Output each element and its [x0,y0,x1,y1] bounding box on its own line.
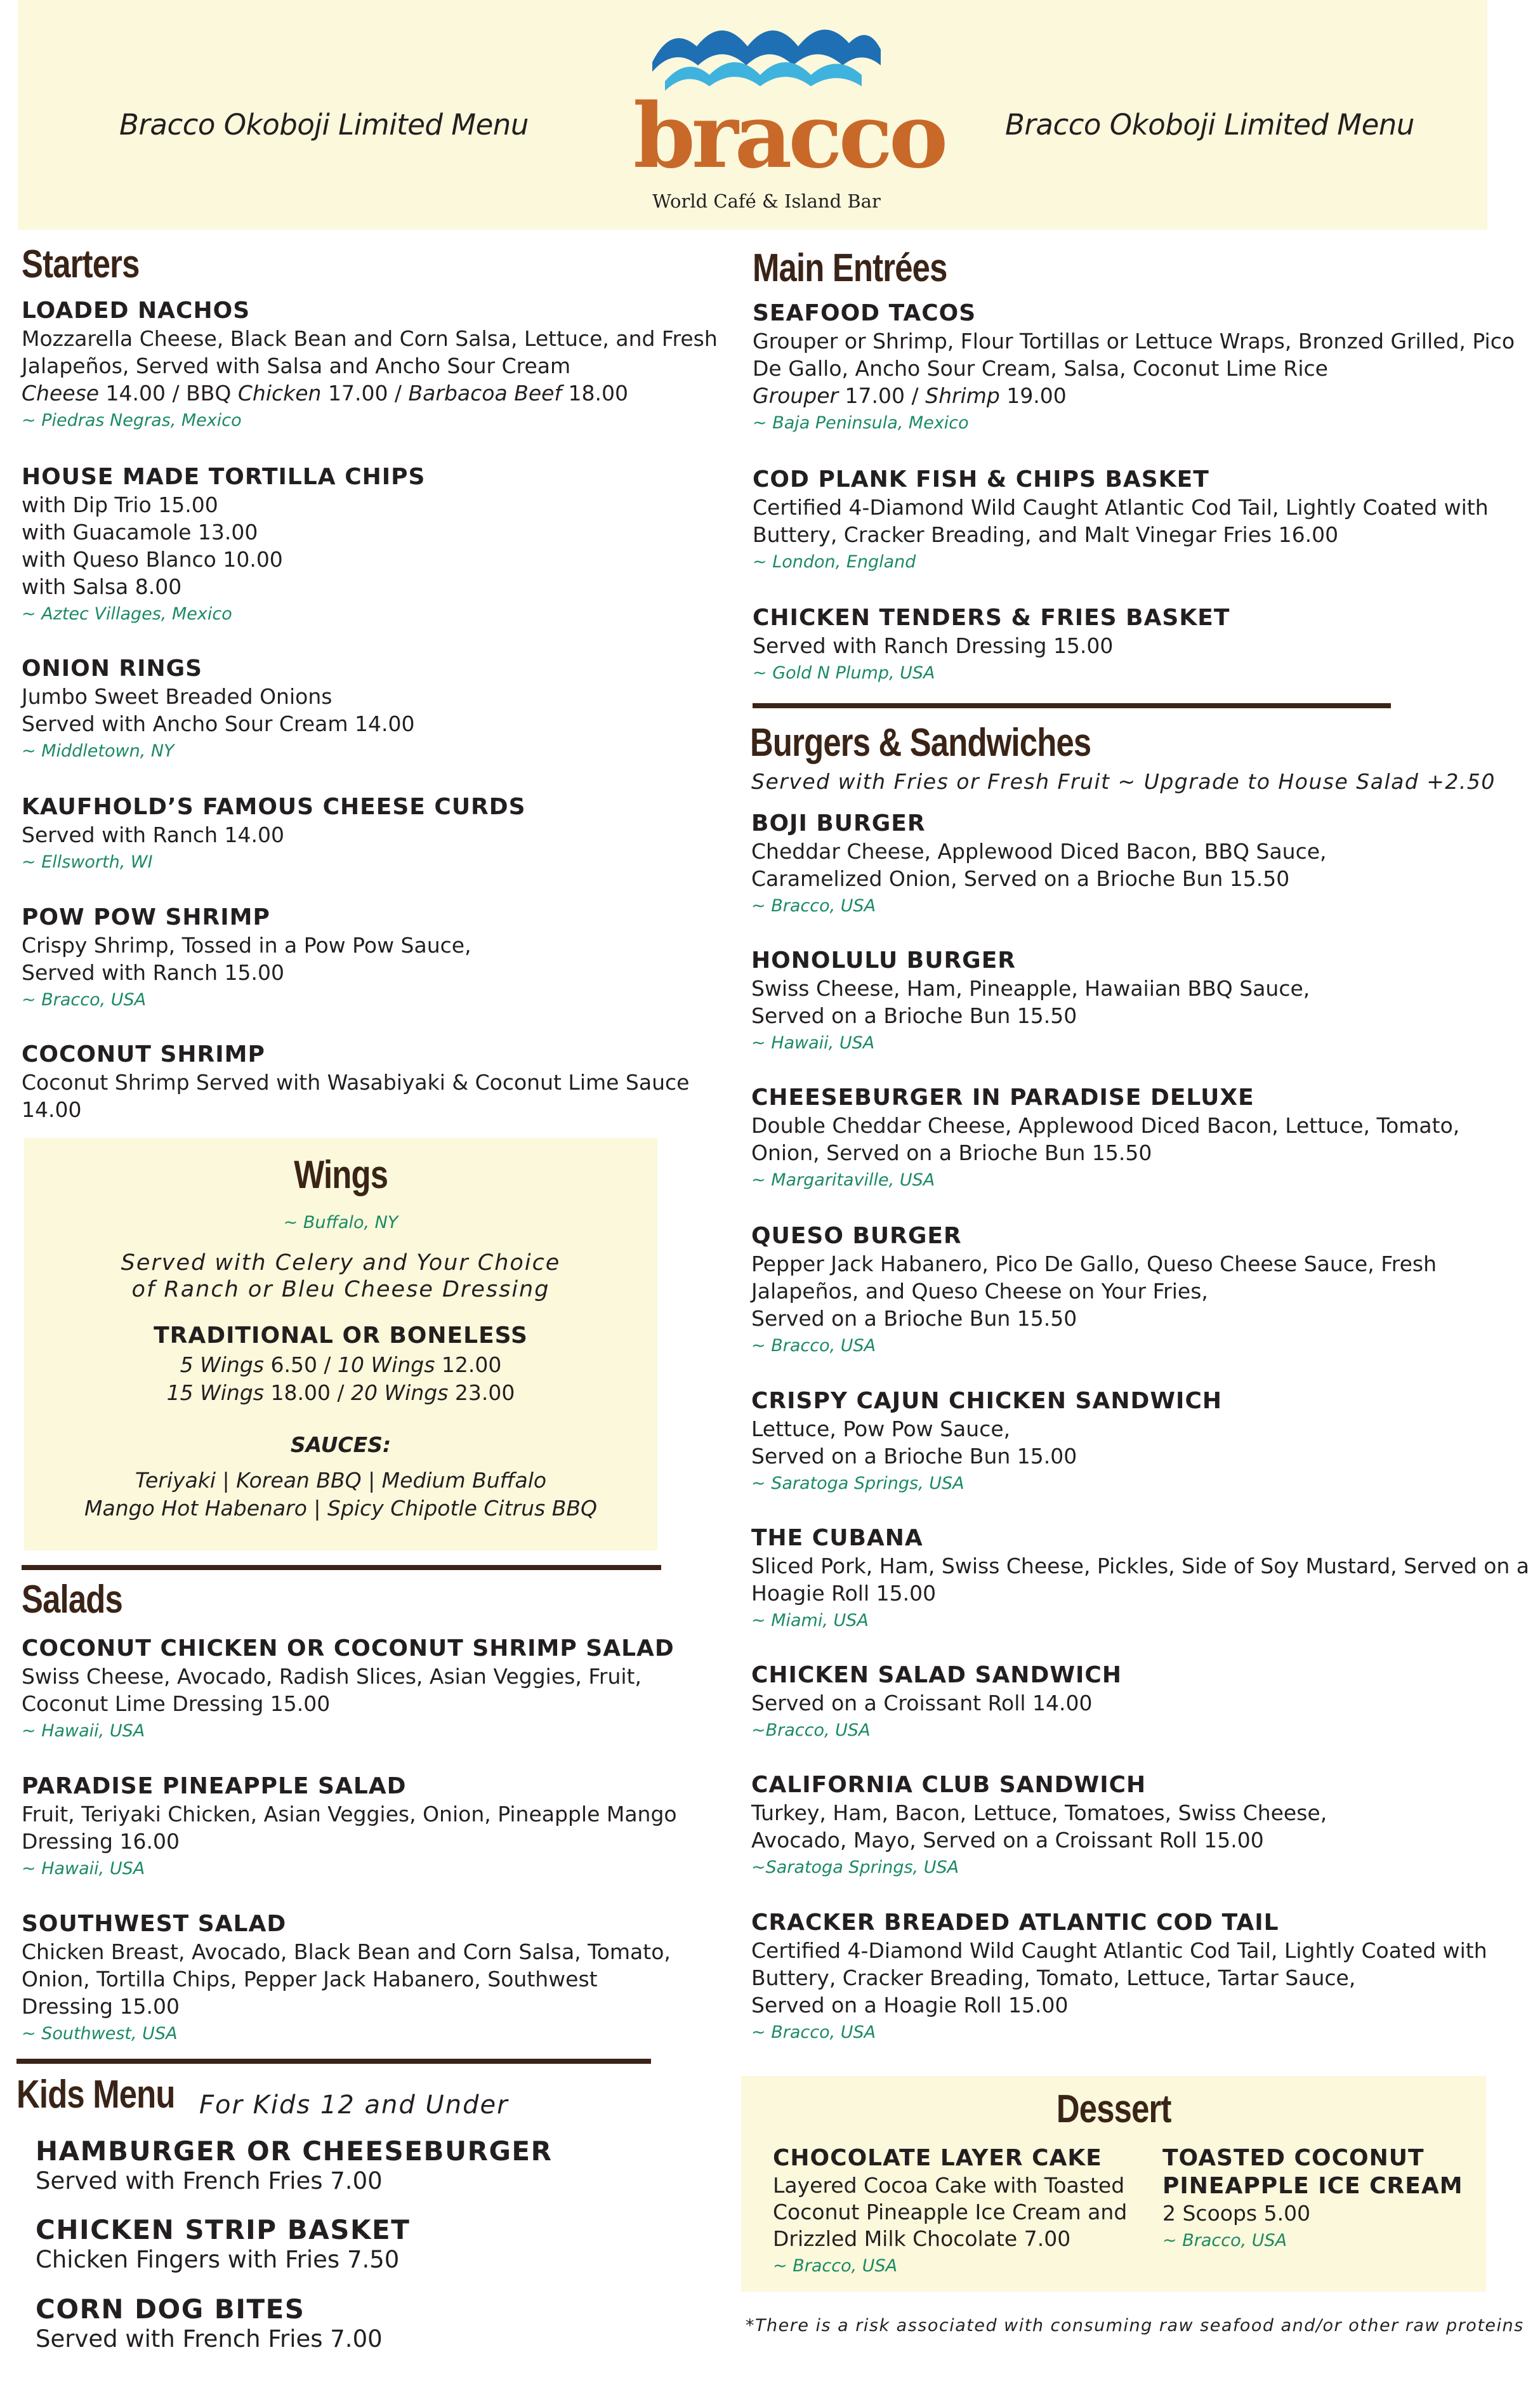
item-desc: Layered Cocoa Cake with Toasted [773,2173,1125,2198]
item-name: HOUSE MADE TORTILLA CHIPS [22,464,426,490]
bracco-logo [627,11,945,221]
item-desc: Cheddar Cheese, Applewood Diced Bacon, BBQ Sauce, [751,839,1327,864]
item-desc: Mozzarella Cheese, Black Bean and Corn Salsa, Lettuce, and Fresh [22,326,718,351]
item-name: CHOCOLATE LAYER CAKE [773,2145,1102,2171]
wings-title: Wings [294,1153,388,1197]
item-prices: Grouper 17.00 / Shrimp 19.00 [753,383,1067,408]
menu-item-cheese-curds [22,793,526,876]
wings-note: Served with Celery and Your Choice [121,1250,561,1276]
item-origin: ~ Bracco, USA [751,2023,876,2042]
menu-item-chocolate-cake [773,2144,1127,2280]
item-origin: ~ Middletown, NY [22,741,174,761]
raw-food-disclaimer: *There is a risk associated with consuming raw seafood and/or other raw proteins [746,2316,1524,2335]
item-desc: Served on a Hoagie Roll 15.00 [751,1993,1069,2017]
item-desc: Dressing 16.00 [22,1829,180,1854]
item-desc: Served on a Croissant Roll 14.00 [751,1691,1093,1715]
menu-item-cod-plank [753,466,1489,576]
item-origin: ~ Margaritaville, USA [751,1170,935,1190]
menu-item-cheeseburger-paradise [751,1084,1459,1194]
item-origin: ~ Bracco, USA [773,2256,898,2276]
header-right-title: Bracco Okoboji Limited Menu [1005,108,1414,142]
burgers-title: Burgers & Sandwiches [750,721,1091,765]
logo-tagline: World Café & Island Bar [652,190,881,212]
item-name: LOADED NACHOS [22,298,251,324]
item-name: CHEESEBURGER IN PARADISE DELUXE [751,1085,1254,1111]
item-name: CRACKER BREADED ATLANTIC COD TAIL [751,1910,1279,1936]
item-desc: Served on a Brioche Bun 15.00 [751,1444,1077,1469]
menu-item-boji-burger [751,810,1327,920]
item-desc: Served with Ranch 15.00 [22,960,284,985]
item-origin: ~ Hawaii, USA [751,1033,875,1053]
section-divider [22,1565,661,1570]
item-origin: ~ Gold N Plump, USA [753,663,935,683]
item-name: THE CUBANA [751,1525,923,1551]
menu-item-onion-rings [22,655,414,765]
item-origin: ~ Saratoga Springs, USA [751,1474,964,1493]
menu-item-the-cubana [751,1524,1529,1635]
item-desc: Swiss Cheese, Ham, Pineapple, Hawaiian BBQ Sauce, [751,976,1310,1001]
menu-item-cracker-cod-tail [751,1909,1487,2047]
header-left-title: Bracco Okoboji Limited Menu [119,108,529,142]
logo-wordmark: bracco [633,84,945,188]
kids-subtitle: For Kids 12 and Under [199,2090,509,2120]
menu-item-seafood-tacos [753,300,1515,437]
menu-item-southwest-salad [22,1910,671,2048]
item-name: PINEAPPLE ICE CREAM [1162,2173,1463,2199]
dessert-title: Dessert [1056,2087,1171,2131]
menu-item-chicken-salad-sandwich [751,1661,1122,1745]
item-origin: ~ London, England [753,552,916,572]
item-desc: Jumbo Sweet Breaded Onions [22,684,332,709]
kids-header [16,2073,509,2120]
item-desc: Buttery, Cracker Breading, Tomato, Lettuce, Tartar Sauce, [751,1965,1356,1990]
item-desc: with Guacamole 13.00 [22,520,258,545]
menu-item-pow-pow-shrimp [22,904,471,1014]
item-origin: ~ Hawaii, USA [22,1859,145,1878]
item-origin: ~ Aztec Villages, Mexico [22,604,232,624]
item-desc: Turkey, Ham, Bacon, Lettuce, Tomatoes, Swiss Cheese, [751,1800,1327,1825]
wings-item-name: TRADITIONAL OR BONELESS [154,1323,528,1349]
item-name: CRISPY CAJUN CHICKEN SANDWICH [751,1388,1222,1414]
menu-item-honolulu-burger [751,947,1310,1057]
item-desc: Served with Ranch Dressing 15.00 [753,633,1114,658]
item-name: COCONUT SHRIMP [22,1041,265,1067]
wings-sauces: Teriyaki | Korean BBQ | Medium Buffalo [135,1468,547,1493]
item-desc: Served on a Brioche Bun 15.50 [751,1306,1077,1331]
item-name: COD PLANK FISH & CHIPS BASKET [753,466,1209,492]
item-origin: ~ Bracco, USA [1162,2231,1287,2250]
item-name: PARADISE PINEAPPLE SALAD [22,1773,407,1799]
section-divider [16,2059,651,2064]
item-origin: ~ Bracco, USA [751,896,876,916]
starters-title: Starters [22,242,140,286]
menu-item-california-club [751,1771,1327,1882]
item-desc: Served with Ancho Sour Cream 14.00 [22,711,415,736]
item-desc: Dressing 15.00 [22,1994,180,2019]
item-desc: 2 Scoops 5.00 [1162,2201,1311,2226]
item-desc: Served on a Brioche Bun 15.50 [751,1003,1077,1028]
item-name: ONION RINGS [22,656,203,682]
item-name: CHICKEN STRIP BASKET [36,2214,411,2245]
item-desc: Hoagie Roll 15.00 [751,1581,937,1606]
item-name: KAUFHOLD’S FAMOUS CHEESE CURDS [22,794,526,820]
menu-item-coconut-salad [22,1635,675,1745]
item-desc: Jalapeños, Served with Salsa and Ancho Sour Cream [22,353,571,378]
section-divider [753,703,1391,708]
item-desc: Coconut Shrimp Served with Wasabiyaki & Coconut Lime Sauce [22,1070,690,1095]
menu-item-kids-corn-dog [36,2294,383,2354]
item-desc: De Gallo, Ancho Sour Cream, Salsa, Coconut Lime Rice [753,356,1328,381]
menu-item-kids-chicken-strips [36,2215,410,2274]
wings-prices: 5 Wings 6.50 / 10 Wings 12.00 [180,1352,502,1377]
wings-prices: 15 Wings 18.00 / 20 Wings 23.00 [166,1380,515,1405]
menu-item-cajun-chicken [751,1387,1222,1498]
item-desc: Crispy Shrimp, Tossed in a Pow Pow Sauce, [22,933,471,958]
menu-header [18,0,1487,230]
item-origin: ~ Bracco, USA [22,990,147,1010]
item-name: POW POW SHRIMP [22,904,270,930]
item-desc: Coconut Pineapple Ice Cream and [773,2200,1128,2224]
item-origin: ~ Baja Peninsula, Mexico [753,413,969,433]
item-desc: Fruit, Teriyaki Chicken, Asian Veggies, Onion, Pineapple Mango [22,1802,677,1826]
item-desc: Chicken Breast, Avocado, Black Bean and Corn Salsa, Tomato, [22,1939,671,1964]
wings-sauces: Mango Hot Habenaro | Spicy Chipotle Citrus BBQ [84,1496,597,1521]
item-name: TOASTED COCONUT [1162,2145,1425,2171]
burgers-subtitle: Served with Fries or Fresh Fruit ~ Upgrade to House Salad +2.50 [751,769,1496,794]
salads-title: Salads [22,1578,123,1621]
item-name: CHICKEN TENDERS & FRIES BASKET [753,605,1230,631]
item-desc: Drizzled Milk Chocolate 7.00 [773,2226,1071,2251]
item-desc: Caramelized Onion, Served on a Brioche Bun 15.50 [751,866,1290,891]
wings-sauces-label: SAUCES: [290,1432,392,1457]
item-desc: Jalapeños, and Queso Cheese on Your Fries, [751,1279,1208,1304]
item-origin: ~Saratoga Springs, USA [751,1858,959,1877]
item-name: SOUTHWEST SALAD [22,1911,287,1937]
item-desc: Avocado, Mayo, Served on a Croissant Roll 15.00 [751,1828,1264,1852]
item-desc: 14.00 [22,1097,82,1122]
menu-item-tortilla-chips [22,463,425,628]
item-name: COCONUT CHICKEN OR COCONUT SHRIMP SALAD [22,1635,675,1661]
item-name: SEAFOOD TACOS [753,300,977,326]
item-origin: ~ Piedras Negras, Mexico [22,411,242,430]
item-name: CALIFORNIA CLUB SANDWICH [751,1772,1147,1798]
menu-item-coconut-shrimp [22,1041,689,1123]
menu-item-kids-burger [36,2136,552,2196]
item-desc: with Queso Blanco 10.00 [22,547,283,572]
item-name: BOJI BURGER [751,810,926,836]
wings-note: of Ranch or Bleu Cheese Dressing [131,1277,550,1302]
item-desc: Served with Ranch 14.00 [22,822,284,847]
item-name: CORN DOG BITES [36,2294,305,2325]
item-origin: ~ Miami, USA [751,1611,869,1630]
item-desc: Certified 4-Diamond Wild Caught Atlantic Cod Tail, Lightly Coated with [751,1938,1487,1963]
menu-item-paradise-salad [22,1773,677,1883]
menu-item-coconut-ice-cream [1162,2144,1463,2255]
dessert-box [741,2076,1486,2292]
wings-box [24,1138,657,1550]
item-origin: ~ Bracco, USA [751,1336,876,1356]
item-desc: Swiss Cheese, Avocado, Radish Slices, Asian Veggies, Fruit, [22,1664,642,1689]
item-desc: Served with French Fries 7.00 [36,2167,383,2195]
item-desc: Onion, Served on a Brioche Bun 15.50 [751,1140,1152,1165]
item-origin: ~Bracco, USA [751,1720,871,1740]
wings-origin: ~ Buffalo, NY [283,1213,398,1232]
logo-graphic [627,11,945,189]
item-name: QUESO BURGER [751,1223,962,1249]
menu-item-chicken-tenders [753,604,1230,687]
item-desc: Certified 4-Diamond Wild Caught Atlantic Cod Tail, Lightly Coated with [753,495,1489,520]
item-desc: Onion, Tortilla Chips, Pepper Jack Habanero, Southwest [22,1967,598,1991]
item-desc: with Dip Trio 15.00 [22,492,218,517]
item-desc: Pepper Jack Habanero, Pico De Gallo, Queso Cheese Sauce, Fresh [751,1251,1437,1276]
item-desc: Buttery, Cracker Breading, and Malt Vinegar Fries 16.00 [753,522,1339,547]
item-desc: Double Cheddar Cheese, Applewood Diced Bacon, Lettuce, Tomato, [751,1113,1460,1138]
item-desc: with Salsa 8.00 [22,574,182,599]
item-desc: Sliced Pork, Ham, Swiss Cheese, Pickles, Side of Soy Mustard, Served on a [751,1554,1530,1578]
item-desc: Chicken Fingers with Fries 7.50 [36,2246,400,2273]
item-origin: ~ Hawaii, USA [22,1721,145,1741]
item-desc: Grouper or Shrimp, Flour Tortillas or Lettuce Wraps, Bronzed Grilled, Pico [753,329,1515,353]
item-desc: Coconut Lime Dressing 15.00 [22,1691,331,1716]
item-origin: ~ Ellsworth, WI [22,852,153,872]
kids-title: Kids Menu [16,2073,175,2116]
entrees-title: Main Entrées [753,246,947,290]
item-name: CHICKEN SALAD SANDWICH [751,1662,1122,1688]
item-name: HAMBURGER OR CHEESEBURGER [36,2136,553,2167]
menu-item-queso-burger [751,1222,1437,1360]
item-prices: Cheese 14.00 / BBQ Chicken 17.00 / Barbacoa Beef 18.00 [22,381,629,406]
item-origin: ~ Southwest, USA [22,2024,178,2043]
item-desc: Served with French Fries 7.00 [36,2325,383,2353]
item-desc: Lettuce, Pow Pow Sauce, [751,1416,1011,1441]
wave-dark-icon [652,30,881,72]
item-name: HONOLULU BURGER [751,947,1017,974]
menu-item-loaded-nachos [22,297,718,435]
